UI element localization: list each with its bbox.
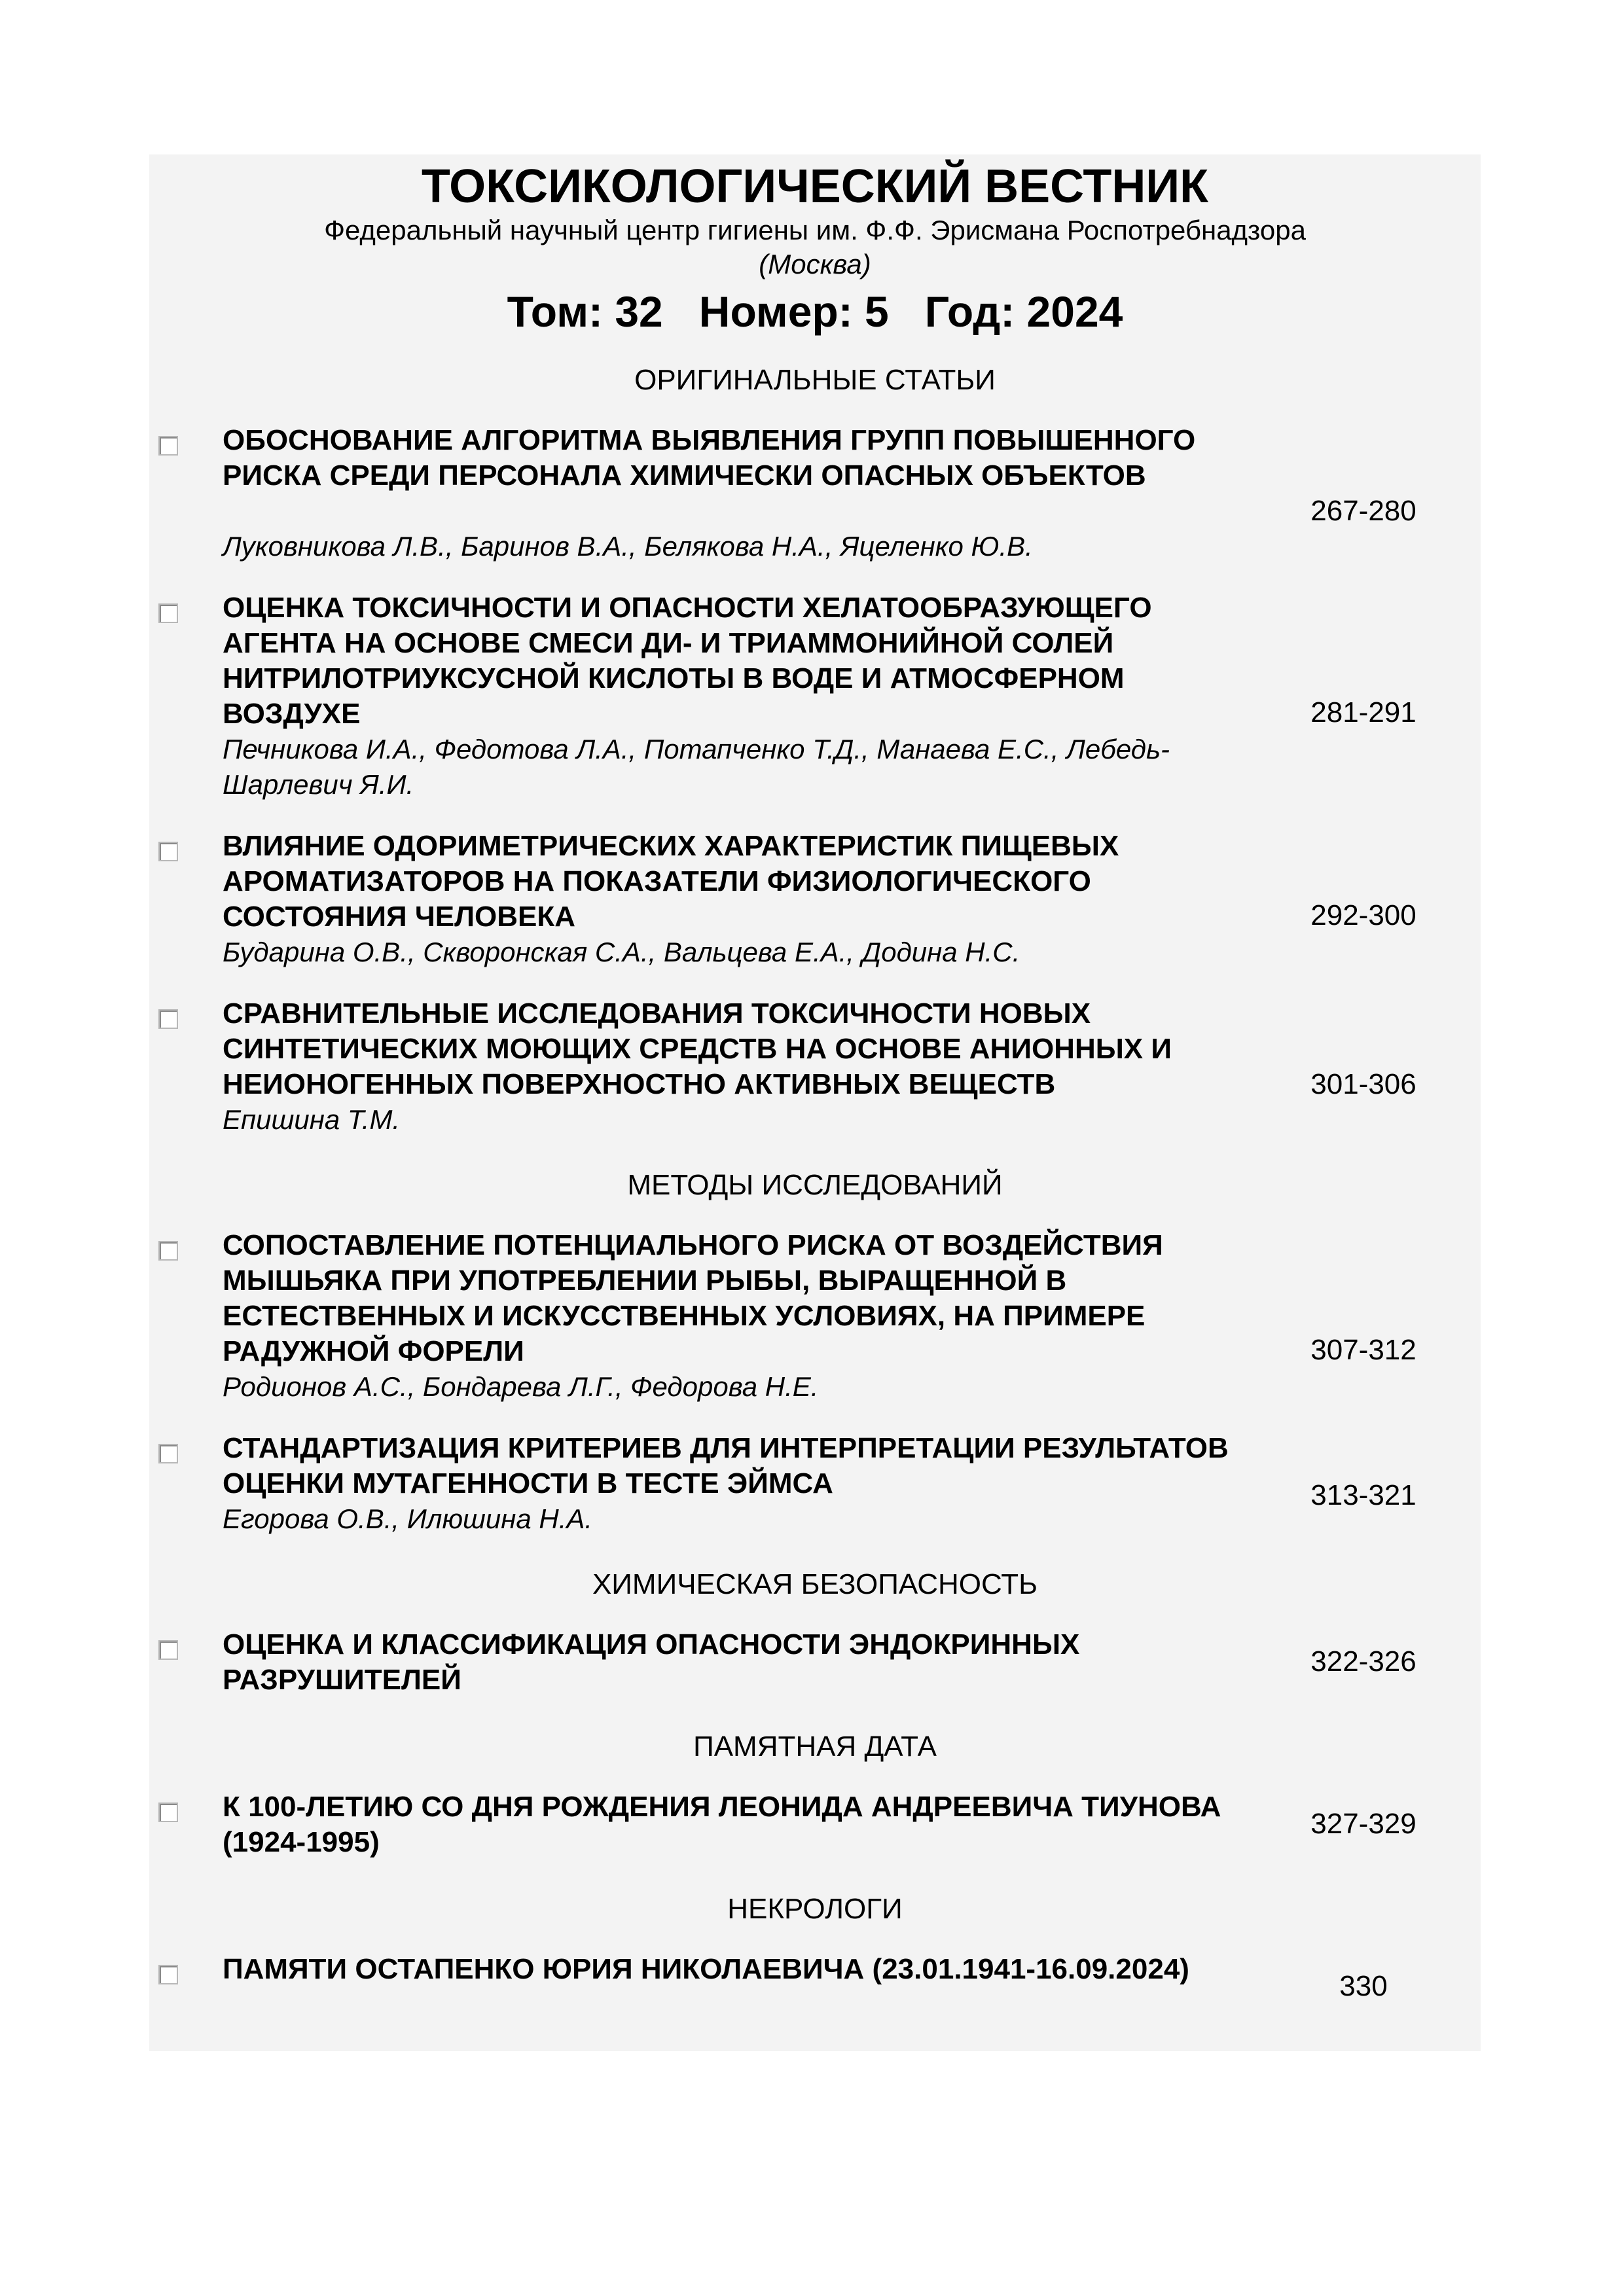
- article-item: [149, 590, 1481, 813]
- publisher-city: (Москва): [759, 249, 871, 279]
- article-authors: Егорова О.В., Илюшина Н.А.: [223, 1503, 593, 1534]
- article-authors: Бударина О.В., Скворонская С.А., Вальцева Е.А., Додина Н.С.: [223, 937, 1020, 967]
- table-of-contents: [149, 154, 1481, 2051]
- article-pages: 330: [1339, 1970, 1388, 2002]
- article-title[interactable]: ПАМЯТИ ОСТАПЕНКО ЮРИЯ НИКОЛАЕВИЧА (23.01.1941-16.09.2024): [223, 1953, 1189, 1985]
- article-item: [149, 996, 1481, 1147]
- article-pages: 301-306: [1310, 1068, 1416, 1100]
- article-title[interactable]: ВЛИЯНИЕ ОДОРИМЕТРИЧЕСКИХ ХАРАКТЕРИСТИК ПИЩЕВЫХ АРОМАТИЗАТОРОВ НА ПОКАЗАТЕЛИ ФИЗИОЛОГИЧЕСКОГО СОСТОЯНИЯ ЧЕЛОВЕКА: [223, 830, 1119, 933]
- article-checkbox[interactable]: [158, 842, 178, 861]
- article-item: [149, 1431, 1481, 1549]
- article-pages: 327-329: [1310, 1808, 1416, 1840]
- article-authors: Родионов А.С., Бондарева Л.Г., Федорова Н.Е.: [223, 1371, 819, 1402]
- article-item: [149, 1627, 1481, 1706]
- article-title[interactable]: ОЦЕНКА И КЛАССИФИКАЦИЯ ОПАСНОСТИ ЭНДОКРИННЫХ РАЗРУШИТЕЛЕЙ: [223, 1628, 1080, 1696]
- article-checkbox[interactable]: [158, 1803, 178, 1822]
- publisher-name: Федеральный научный центр гигиены им. Ф.Ф. Эрисмана Роспотребнадзора: [324, 215, 1306, 245]
- article-checkbox[interactable]: [158, 603, 178, 623]
- article-item: [149, 1789, 1481, 1868]
- section-heading-obituaries: НЕКРОЛОГИ: [727, 1893, 903, 1925]
- article-title[interactable]: СОПОСТАВЛЕНИЕ ПОТЕНЦИАЛЬНОГО РИСКА ОТ ВОЗДЕЙСТВИЯ МЫШЬЯКА ПРИ УПОТРЕБЛЕНИИ РЫБЫ, ВЫРАЩЕННОЙ В ЕСТЕСТВЕННЫХ И ИСКУССТВЕННЫХ УСЛОВИЯХ, НА ПРИМЕРЕ РАДУЖНОЙ ФОРЕЛИ: [223, 1229, 1163, 1367]
- article-title[interactable]: СТАНДАРТИЗАЦИЯ КРИТЕРИЕВ ДЛЯ ИНТЕРПРЕТАЦИИ РЕЗУЛЬТАТОВ ОЦЕНКИ МУТАГЕННОСТИ В ТЕСТЕ ЭЙМСА: [223, 1432, 1229, 1499]
- article-checkbox[interactable]: [158, 1965, 178, 1984]
- article-checkbox[interactable]: [158, 1640, 178, 1660]
- article-pages: 281-291: [1310, 696, 1416, 728]
- article-title[interactable]: СРАВНИТЕЛЬНЫЕ ИССЛЕДОВАНИЯ ТОКСИЧНОСТИ НОВЫХ СИНТЕТИЧЕСКИХ МОЮЩИХ СРЕДСТВ НА ОСНОВЕ АНИОННЫХ И НЕИОНОГЕННЫХ ПОВЕРХНОСТНО АКТИВНЫХ ВЕЩЕСТВ: [223, 997, 1172, 1100]
- article-checkbox[interactable]: [158, 1444, 178, 1463]
- section-heading-methods: МЕТОДЫ ИССЛЕДОВАНИЙ: [627, 1169, 1003, 1201]
- section-heading-memorable-date: ПАМЯТНАЯ ДАТА: [693, 1731, 937, 1763]
- article-checkbox[interactable]: [158, 436, 178, 456]
- article-pages: 307-312: [1310, 1334, 1416, 1366]
- issue-info: Том: 32 Номер: 5 Год: 2024: [507, 287, 1123, 336]
- article-authors: Печникова И.А., Федотова Л.А., Потапченко Т.Д., Манаева Е.С., Лебедь-Шарлевич Я.И.: [223, 734, 1170, 800]
- article-item: [149, 829, 1481, 979]
- article-title[interactable]: ОЦЕНКА ТОКСИЧНОСТИ И ОПАСНОСТИ ХЕЛАТООБРАЗУЮЩЕГО АГЕНТА НА ОСНОВЕ СМЕСИ ДИ- И ТРИАММОНИЙНОЙ СОЛЕЙ НИТРИЛОТРИУКСУСНОЙ КИСЛОТЫ В ВОДЕ И АТМОСФЕРНОМ ВОЗДУХЕ: [223, 592, 1152, 730]
- section-heading-chemical-safety: ХИМИЧЕСКАЯ БЕЗОПАСНОСТЬ: [592, 1568, 1038, 1600]
- journal-title: ТОКСИКОЛОГИЧЕСКИЙ ВЕСТНИК: [421, 160, 1209, 213]
- article-checkbox[interactable]: [158, 1241, 178, 1261]
- article-item: [149, 423, 1481, 573]
- section-heading-original: ОРИГИНАЛЬНЫЕ СТАТЬИ: [634, 364, 996, 396]
- article-pages: 322-326: [1310, 1645, 1416, 1677]
- article-title[interactable]: ОБОСНОВАНИЕ АЛГОРИТМА ВЫЯВЛЕНИЯ ГРУПП ПОВЫШЕННОГО РИСКА СРЕДИ ПЕРСОНАЛА ХИМИЧЕСКИ ОПАСНЫХ ОБЪЕКТОВ: [223, 424, 1196, 492]
- article-item: [149, 1952, 1481, 2030]
- article-authors: Епишина Т.М.: [223, 1104, 401, 1135]
- article-pages: 313-321: [1310, 1479, 1416, 1511]
- article-pages: 267-280: [1310, 495, 1416, 527]
- article-authors: Луковникова Л.В., Баринов В.А., Белякова Н.А., Яцеленко Ю.В.: [223, 531, 1033, 562]
- article-title[interactable]: К 100-ЛЕТИЮ СО ДНЯ РОЖДЕНИЯ ЛЕОНИДА АНДРЕЕВИЧА ТИУНОВА (1924-1995): [223, 1791, 1221, 1858]
- article-checkbox[interactable]: [158, 1009, 178, 1029]
- article-pages: 292-300: [1310, 899, 1416, 931]
- article-item: [149, 1228, 1481, 1418]
